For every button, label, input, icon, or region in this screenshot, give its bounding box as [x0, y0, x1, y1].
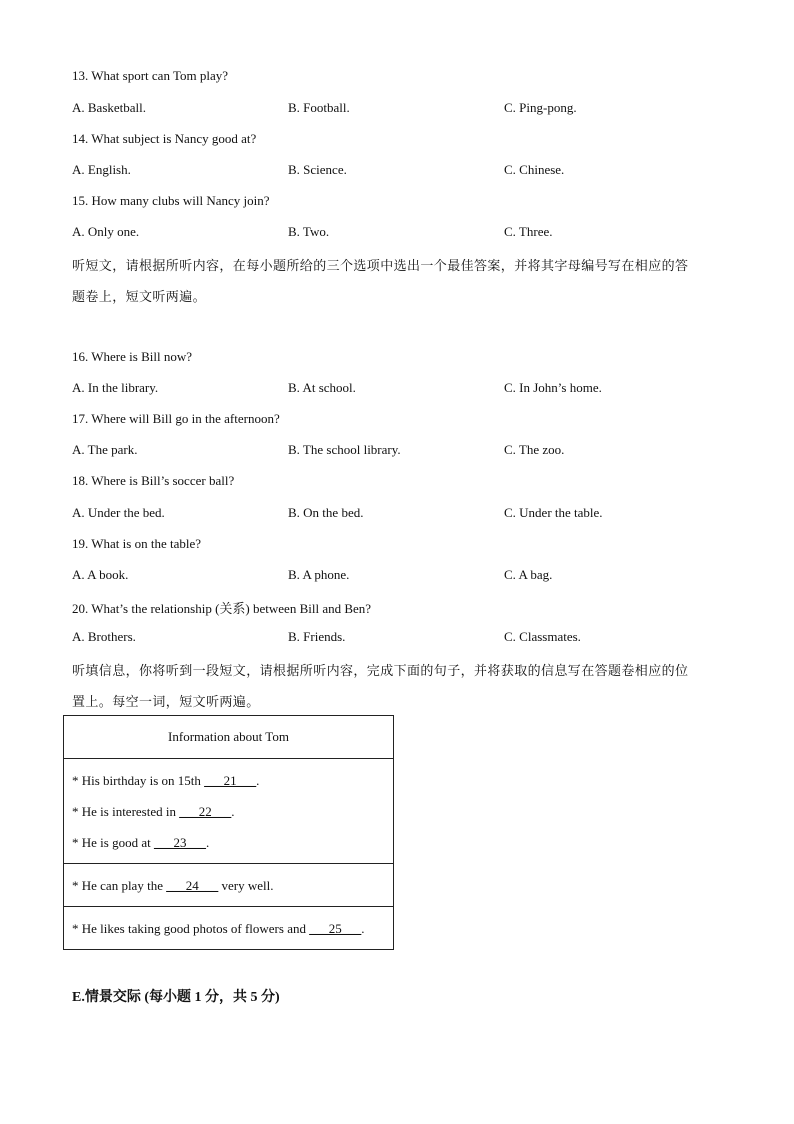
question-13-option-c: C. Ping-pong. [504, 100, 577, 115]
question-13-option-b: B. Football. [288, 100, 350, 115]
question-15-option-c: C. Three. [504, 224, 553, 239]
question-20-option-b: B. Friends. [288, 629, 346, 644]
blank-23[interactable]: ___23___ [153, 835, 206, 850]
info-row-22: * He is interested in ___22___. [72, 804, 235, 819]
question-19-option-a: A. A book. [72, 567, 129, 582]
question-16-option-c: C. In John’s home. [504, 380, 602, 395]
info-row-23: * He is good at ___23___. [72, 835, 210, 850]
question-16-option-a: A. In the library. [72, 380, 159, 395]
question-17-stem: 17. Where will Bill go in the afternoon? [72, 411, 280, 426]
question-14-stem: 14. What subject is Nancy good at? [72, 131, 257, 146]
question-19-option-b: B. A phone. [288, 567, 350, 582]
blank-22[interactable]: ___22___ [179, 804, 232, 819]
question-18-option-b: B. On the bed. [288, 505, 364, 520]
blank-25[interactable]: ___25___ [309, 921, 362, 936]
question-16-stem: 16. Where is Bill now? [72, 349, 192, 364]
question-18-option-a: A. Under the bed. [72, 505, 165, 520]
info-table-title: Information about Tom [168, 729, 289, 744]
question-14-option-a: A. English. [72, 162, 131, 177]
question-19-stem: 19. What is on the table? [72, 536, 202, 551]
question-14-option-b: B. Science. [288, 162, 347, 177]
question-20-option-c: C. Classmates. [504, 629, 581, 644]
info-row-24: * He can play the ___24___ very well. [72, 878, 274, 893]
question-14-option-c: C. Chinese. [504, 162, 565, 177]
info-table-group-2 [64, 863, 393, 906]
instruction-1-line-2: 题卷上，短文听两遍。 [72, 289, 207, 304]
question-19-option-c: C. A bag. [504, 567, 553, 582]
question-18-option-c: C. Under the table. [504, 505, 603, 520]
info-table [63, 715, 394, 950]
section-e-heading: E.情景交际 (每小题 1 分，共 5 分) [72, 990, 280, 1005]
info-table-group-3 [64, 906, 393, 949]
info-table-header [64, 716, 393, 758]
question-20-stem: 20. What’s the relationship (关系) between Bill and Ben? [72, 601, 372, 616]
question-16-option-b: B. At school. [288, 380, 356, 395]
question-13-option-a: A. Basketball. [72, 100, 147, 115]
instruction-1-line-1: 听短文，请根据所听内容，在每小题所给的三个选项中选出一个最佳答案，并将其字母编号写在相应的答 [72, 258, 689, 273]
question-18-stem: 18. Where is Bill’s soccer ball? [72, 473, 235, 488]
info-row-25: * He likes taking good photos of flowers and ___25___. [72, 921, 365, 936]
blank-24[interactable]: ___24___ [166, 878, 219, 893]
instruction-2-line-2: 置上。每空一词，短文听两遍。 [72, 694, 260, 709]
question-17-option-c: C. The zoo. [504, 442, 565, 457]
question-15-stem: 15. How many clubs will Nancy join? [72, 193, 270, 208]
blank-21[interactable]: ___21___ [204, 773, 257, 788]
question-15-option-a: A. Only one. [72, 224, 140, 239]
question-15-option-b: B. Two. [288, 224, 330, 239]
info-row-21: * His birthday is on 15th ___21___. [72, 773, 260, 788]
question-13-stem: 13. What sport can Tom play? [72, 68, 229, 83]
question-20-option-a: A. Brothers. [72, 629, 136, 644]
instruction-2-line-1: 听填信息，你将听到一段短文，请根据所听内容，完成下面的句子，并将获取的信息写在答题卷相应的位 [72, 663, 689, 678]
info-table-group-1 [64, 758, 393, 863]
question-17-option-b: B. The school library. [288, 442, 401, 457]
question-17-option-a: A. The park. [72, 442, 138, 457]
